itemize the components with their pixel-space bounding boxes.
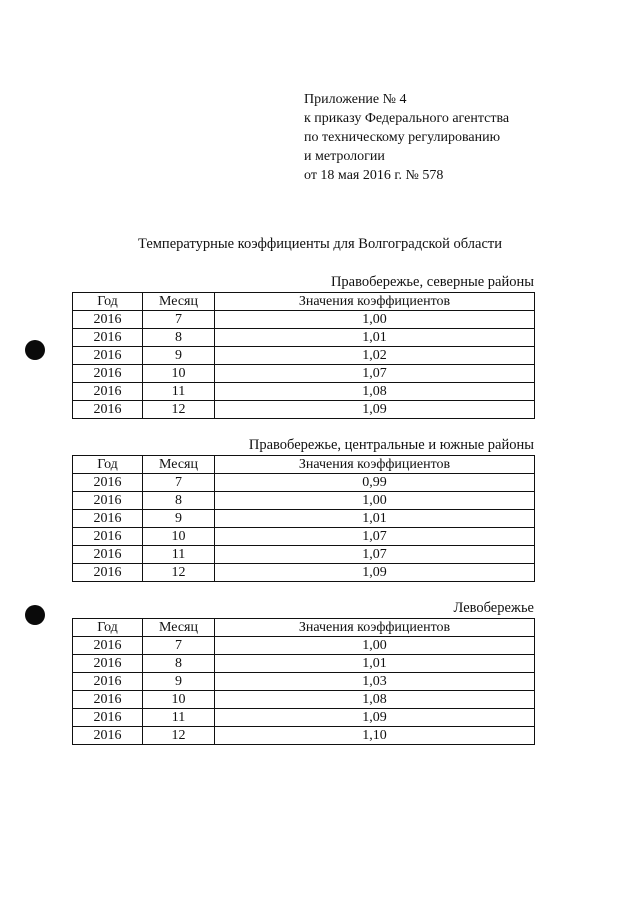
value-cell: 1,03 <box>215 673 535 691</box>
value-cell: 1,02 <box>215 347 535 365</box>
coefficients-table <box>72 618 535 745</box>
value-cell: 1,09 <box>215 564 535 582</box>
year-cell: 2016 <box>73 510 143 528</box>
section-north <box>72 273 534 419</box>
year-cell: 2016 <box>73 673 143 691</box>
year-cell: 2016 <box>73 401 143 419</box>
year-cell: 2016 <box>73 637 143 655</box>
table-row <box>73 492 535 510</box>
year-cell: 2016 <box>73 564 143 582</box>
value-cell: 1,09 <box>215 709 535 727</box>
table-row <box>73 727 535 745</box>
month-cell: 8 <box>143 655 215 673</box>
value-cell: 1,00 <box>215 637 535 655</box>
section-caption: Правобережье, центральные и южные районы <box>248 437 534 453</box>
column-header-year: Год <box>73 456 143 474</box>
value-cell: 0,99 <box>215 474 535 492</box>
table-row <box>73 474 535 492</box>
table-row <box>73 709 535 727</box>
month-cell: 10 <box>143 365 215 383</box>
year-cell: 2016 <box>73 528 143 546</box>
section-caption: Правобережье, северные районы <box>330 274 534 290</box>
value-cell: 1,07 <box>215 528 535 546</box>
header-line-1: Приложение № 4 <box>304 92 407 107</box>
column-header-month: Месяц <box>143 293 215 311</box>
month-cell: 7 <box>143 311 215 329</box>
column-header-values: Значения коэффициентов <box>215 619 535 637</box>
year-cell: 2016 <box>73 727 143 745</box>
header-line-3: по техническому регулированию <box>304 130 501 145</box>
table-row <box>73 673 535 691</box>
month-cell: 9 <box>143 673 215 691</box>
value-cell: 1,01 <box>215 655 535 673</box>
year-cell: 2016 <box>73 546 143 564</box>
value-cell: 1,08 <box>215 691 535 709</box>
punch-hole-top <box>25 340 45 360</box>
coefficients-table <box>72 292 535 419</box>
year-cell: 2016 <box>73 365 143 383</box>
month-cell: 9 <box>143 347 215 365</box>
value-cell: 1,08 <box>215 383 535 401</box>
month-cell: 11 <box>143 709 215 727</box>
value-cell: 1,10 <box>215 727 535 745</box>
year-cell: 2016 <box>73 709 143 727</box>
year-cell: 2016 <box>73 474 143 492</box>
table-row <box>73 546 535 564</box>
table-header-row <box>73 293 535 311</box>
month-cell: 8 <box>143 329 215 347</box>
year-cell: 2016 <box>73 329 143 347</box>
value-cell: 1,07 <box>215 546 535 564</box>
month-cell: 12 <box>143 401 215 419</box>
table-row <box>73 637 535 655</box>
column-header-year: Год <box>73 293 143 311</box>
table-row <box>73 510 535 528</box>
header-line-5: от 18 мая 2016 г. № 578 <box>304 168 444 183</box>
month-cell: 10 <box>143 528 215 546</box>
value-cell: 1,01 <box>215 510 535 528</box>
header-line-4: и метрологии <box>304 149 385 164</box>
month-cell: 7 <box>143 474 215 492</box>
punch-hole-bottom <box>25 605 45 625</box>
year-cell: 2016 <box>73 311 143 329</box>
year-cell: 2016 <box>73 492 143 510</box>
year-cell: 2016 <box>73 347 143 365</box>
table-row <box>73 383 535 401</box>
value-cell: 1,00 <box>215 492 535 510</box>
table-row <box>73 347 535 365</box>
month-cell: 7 <box>143 637 215 655</box>
column-header-year: Год <box>73 619 143 637</box>
column-header-values: Значения коэффициентов <box>215 293 535 311</box>
table-header-row <box>73 619 535 637</box>
header-line-2: к приказу Федерального агентства <box>304 111 510 126</box>
month-cell: 8 <box>143 492 215 510</box>
month-cell: 11 <box>143 383 215 401</box>
column-header-month: Месяц <box>143 456 215 474</box>
value-cell: 1,00 <box>215 311 535 329</box>
month-cell: 12 <box>143 727 215 745</box>
section-caption: Левобережье <box>453 600 534 616</box>
year-cell: 2016 <box>73 691 143 709</box>
value-cell: 1,09 <box>215 401 535 419</box>
column-header-values: Значения коэффициентов <box>215 456 535 474</box>
appendix-header <box>304 90 509 185</box>
document-title: Температурные коэффициенты для Волгоградской области <box>138 236 502 252</box>
table-row <box>73 401 535 419</box>
column-header-month: Месяц <box>143 619 215 637</box>
table-row <box>73 311 535 329</box>
table-header-row <box>73 456 535 474</box>
section-central-south <box>72 436 534 582</box>
value-cell: 1,01 <box>215 329 535 347</box>
table-row <box>73 365 535 383</box>
value-cell: 1,07 <box>215 365 535 383</box>
month-cell: 12 <box>143 564 215 582</box>
table-row <box>73 329 535 347</box>
section-left-bank <box>72 599 534 745</box>
coefficients-table <box>72 455 535 582</box>
month-cell: 9 <box>143 510 215 528</box>
table-row <box>73 564 535 582</box>
month-cell: 11 <box>143 546 215 564</box>
year-cell: 2016 <box>73 655 143 673</box>
year-cell: 2016 <box>73 383 143 401</box>
table-row <box>73 528 535 546</box>
table-row <box>73 655 535 673</box>
table-row <box>73 691 535 709</box>
month-cell: 10 <box>143 691 215 709</box>
